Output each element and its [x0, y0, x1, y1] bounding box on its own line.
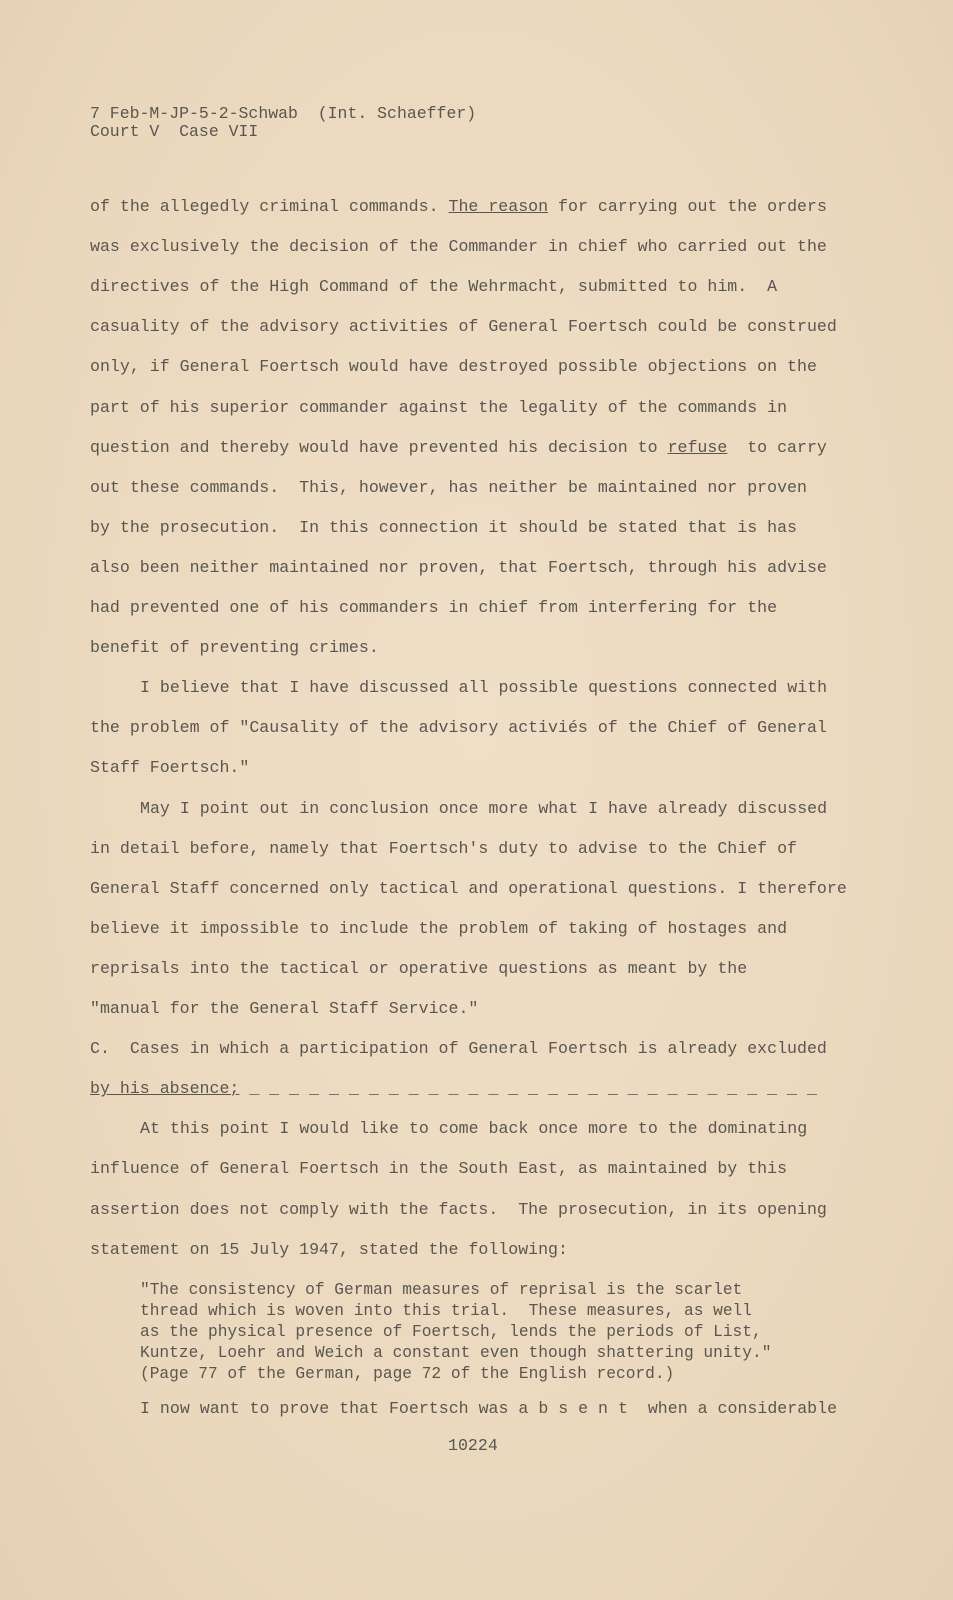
text-segment: assertion does not comply with the facts. The prosecution, in its opening — [90, 1199, 827, 1219]
text-segment: believe it impossible to include the problem of taking of hostages and — [90, 918, 788, 938]
text-segment: had prevented one of his commanders in chief from interfering for the — [90, 598, 778, 617]
text-segment: also been neither maintained nor proven, that Foertsch, through his advise — [90, 557, 827, 577]
body-line — [90, 518, 797, 538]
body-line — [140, 1119, 807, 1139]
text-segment: by the prosecution. In this connection it should be stated that is has — [90, 517, 798, 537]
text-segment: General Staff concerned only tactical and operational questions. I therefore — [90, 878, 847, 898]
quote-line: thread which is woven into this trial. These measures, as well — [140, 1302, 752, 1320]
text-segment: influence of General Foertsch in the South East, as maintained by this — [90, 1159, 788, 1179]
text-segment: I believe that I have discussed all possible questions connected with — [140, 678, 828, 698]
text-segment: in detail before, namely that Foertsch's duty to advise to the Chief of — [90, 838, 798, 858]
body-line — [140, 678, 827, 698]
text-segment: reprisals into the tactical or operative questions as meant by the — [90, 958, 748, 978]
body-line — [90, 478, 807, 498]
text-segment: question and thereby would have prevented his decision to — [90, 437, 668, 457]
text-segment: _ _ _ _ _ _ _ _ _ _ _ _ _ _ _ _ _ _ _ _ _ _ _ _ _ _ _ _ _ — [239, 1079, 817, 1099]
underlined-text: refuse — [667, 437, 728, 457]
text-segment: only, if General Foertsch would have destroyed possible objections on the — [90, 357, 817, 377]
quote-line: Kuntze, Loehr and Weich a constant even though shattering unity." — [140, 1344, 772, 1362]
text-segment: for carrying out the orders — [548, 197, 827, 216]
body-line — [90, 1200, 827, 1220]
body-line — [90, 718, 827, 738]
text-segment: casuality of the advisory activities of General Foertsch could be construed — [90, 317, 837, 337]
text-segment: part of his superior commander against the legality of the commands in — [90, 397, 788, 417]
body-line — [90, 438, 827, 458]
body-line — [90, 638, 379, 658]
text-segment: the problem of "Causality of the advisory activiés of the Chief of General — [90, 718, 827, 738]
text-segment: was exclusively the decision of the Commander in chief who carried out the — [90, 237, 827, 257]
body-line — [90, 558, 827, 578]
text-segment: benefit of preventing crimes. — [90, 638, 379, 658]
quote-line: as the physical presence of Foertsch, lends the periods of List, — [140, 1323, 762, 1341]
text-segment: statement on 15 July 1947, stated the following: — [90, 1239, 568, 1259]
quote-line: (Page 77 of the German, page 72 of the English record.) — [140, 1365, 675, 1383]
text-segment: Staff Foertsch." — [90, 758, 250, 778]
body-line — [90, 317, 837, 337]
underlined-text: by_his_absence; — [90, 1079, 240, 1099]
body-line — [90, 1240, 568, 1260]
body-line — [90, 758, 249, 778]
body-line — [90, 237, 827, 257]
text-segment: At this point I would like to come back once more to the dominating — [140, 1119, 808, 1139]
header-line-2: Court V Case VII — [90, 122, 259, 141]
text-segment: directives of the High Command of the Wehrmacht, submitted to him. A — [90, 277, 778, 297]
body-line — [90, 839, 797, 859]
text-segment: of the allegedly criminal commands. — [90, 197, 449, 216]
quote-line: "The consistency of German measures of reprisal is the scarlet — [140, 1281, 743, 1299]
body-line — [90, 959, 747, 979]
text-segment: May I point out in conclusion once more what I have already discussed — [140, 798, 828, 818]
body-line — [90, 398, 787, 418]
body-line — [90, 277, 777, 297]
underlined-text: The reason — [448, 197, 549, 216]
body-line — [90, 1079, 817, 1099]
body-last-line: I now want to prove that Foertsch was a b s e n t when a considerable — [140, 1399, 838, 1418]
page-number: 10224 — [448, 1436, 498, 1455]
text-segment: to carry — [727, 437, 827, 457]
text-segment: "manual for the General Staff Service." — [90, 999, 479, 1018]
body-line — [140, 799, 827, 819]
header-line-1: 7 Feb-M-JP-5-2-Schwab (Int. Schaeffer) — [90, 104, 477, 123]
body-line — [90, 357, 817, 377]
text-segment: C. Cases in which a participation of General Foertsch is already excluded — [90, 1039, 827, 1059]
text-segment: out these commands. This, however, has neither be maintained nor proven — [90, 477, 807, 497]
body-line — [90, 999, 478, 1019]
body-line — [90, 879, 847, 899]
body-line — [90, 197, 827, 217]
body-line — [90, 1159, 787, 1179]
body-line — [90, 1039, 827, 1059]
body-line — [90, 598, 777, 618]
body-line — [90, 919, 787, 939]
